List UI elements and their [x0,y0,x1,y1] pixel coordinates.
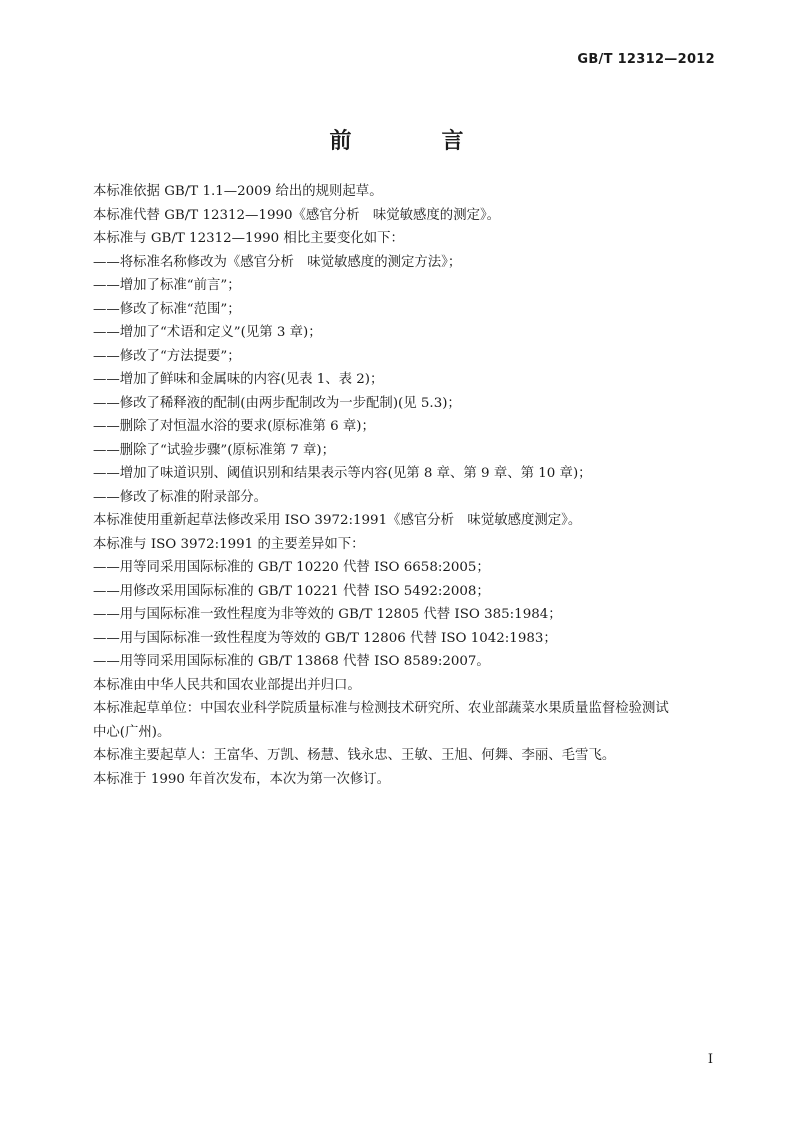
list-item: ——增加了“术语和定义”(见第 3 章)； [93,325,322,340]
paragraph-drafting-units-line2: 中心(广州)。 [93,724,171,740]
paragraph-proposer: 本标准由中华人民共和国农业部提出并归口。 [93,677,361,693]
list-item: ——将标准名称修改为《感官分析 味觉敏感度的测定方法》； [93,254,462,270]
list-item: ——修改了稀释液的配制(由两步配制改为一步配制)(见 5.3)； [93,395,461,411]
list-item: ——用与国际标准一致性程度为等效的 GB/T 12806 代替 ISO 1042:1983； [93,630,557,646]
changes-list [93,251,715,510]
paragraph-drafting-units-line1: 本标准起草单位：中国农业科学院质量标准与检测技术研究所、农业部蔬菜水果质量监督检验测试 [93,701,669,716]
paragraph-drafting-rules: 本标准依据 GB/T 1.1—2009 给出的规则起草。 [93,184,383,199]
list-item: ——修改了标准“范围”； [93,301,241,317]
paragraph-history: 本标准于 1990 年首次发布，本次为第一次修订。 [93,771,391,787]
foreword-body [93,180,715,791]
list-item: ——修改了“方法提要”； [93,348,241,364]
differences-list [93,556,715,674]
paragraph-drafters: 本标准主要起草人：王富华、万凯、杨慧、钱永忠、王敏、王旭、何舞、李丽、毛雪飞。 [93,748,616,763]
list-item: ——用等同采用国际标准的 GB/T 10220 代替 ISO 6658:2005； [93,560,490,575]
list-item: ——增加了标准“前言”； [93,278,241,293]
paragraph-adoption: 本标准使用重新起草法修改采用 ISO 3972:1991《感官分析 味觉敏感度测定》。 [93,513,582,528]
paragraph-changes-intro: 本标准与 GB/T 12312—1990 相比主要变化如下： [93,231,404,246]
list-item: ——删除了“试验步骤”(原标准第 7 章)； [93,442,336,458]
list-item: ——用修改采用国际标准的 GB/T 10221 代替 ISO 5492:2008； [93,583,490,599]
list-item: ——增加了鲜味和金属味的内容(见表 1、表 2)； [93,372,384,387]
list-item: ——增加了味道识别、阈值识别和结果表示等内容(见第 8 章、第 9 章、第 10 章)； [93,466,592,481]
list-item: ——用与国际标准一致性程度为非等效的 GB/T 12805 代替 ISO 385:1984； [93,607,562,622]
page-title: 前 言 [329,129,498,154]
list-item: ——修改了标准的附录部分。 [93,489,268,505]
list-item: ——删除了对恒温水浴的要求(原标准第 6 章)； [93,419,375,434]
page-number: I [707,1052,713,1067]
standard-code: GB/T 12312—2012 [577,52,715,67]
list-item: ——用等同采用国际标准的 GB/T 13868 代替 ISO 8589:2007。 [93,654,490,669]
paragraph-replaces: 本标准代替 GB/T 12312—1990《感官分析 味觉敏感度的测定》。 [93,207,501,223]
paragraph-differences-intro: 本标准与 ISO 3972:1991 的主要差异如下： [93,536,365,552]
